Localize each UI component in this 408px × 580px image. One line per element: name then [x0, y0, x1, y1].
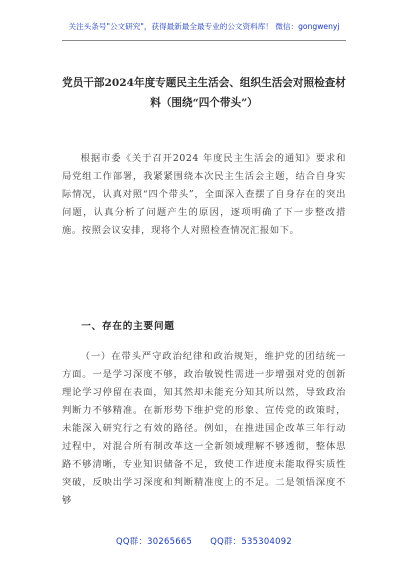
header-banner: 关注头条号"公文研究"，获得最新最全最专业的公文资料库！ 微信：gongwenyj: [68, 22, 340, 31]
section-paragraph: （一）在带头严守政治纪律和政治规矩，维护党的团结统一方面。一是学习深度不够，政治敏锐性需进一步增强对党的创新理论学习停留在表面，知其然却未能充分知其所以然，导致政治判断力不够精准。在新形势下维护党的形象、宣传党的政策时，未能深入研究行之有效的路径。例如，在推进国企改革三年行动过程中，对混合所有制改革这一全新领域理解不够透彻，整体思路不够清晰，专业知识储备不足，致使工作进度未能取得实质性突破，反映出学习深度和判断精准度上的不足。二是领悟深度不够: [62, 351, 346, 506]
header-divider: [62, 40, 346, 41]
footer-qq-group-1: QQ群：30265665: [116, 536, 193, 546]
footer-contacts: [0, 535, 408, 547]
footer-qq-group-2: QQ群：535304092: [210, 536, 292, 546]
document-title: 党员干部2024年度专题民主生活会、组织生活会对照检查材料（围绕“四个带头”）: [62, 77, 346, 109]
intro-paragraph: 根据市委《关于召开2024 年度民主生活会的通知》要求和局党组工作部署，我紧紧围绕本次民主生活会主题，结合自身实际情况，认真对照“四个带头”，全面深入查摆了自身存在的突出问题，认真分析了问题产生的原因，逐项明确了下一步整改措施。按照会议安排，现将个人对照检查情况汇报如下。: [62, 153, 346, 236]
section-heading-problems: 一、存在的主要问题: [81, 321, 175, 332]
